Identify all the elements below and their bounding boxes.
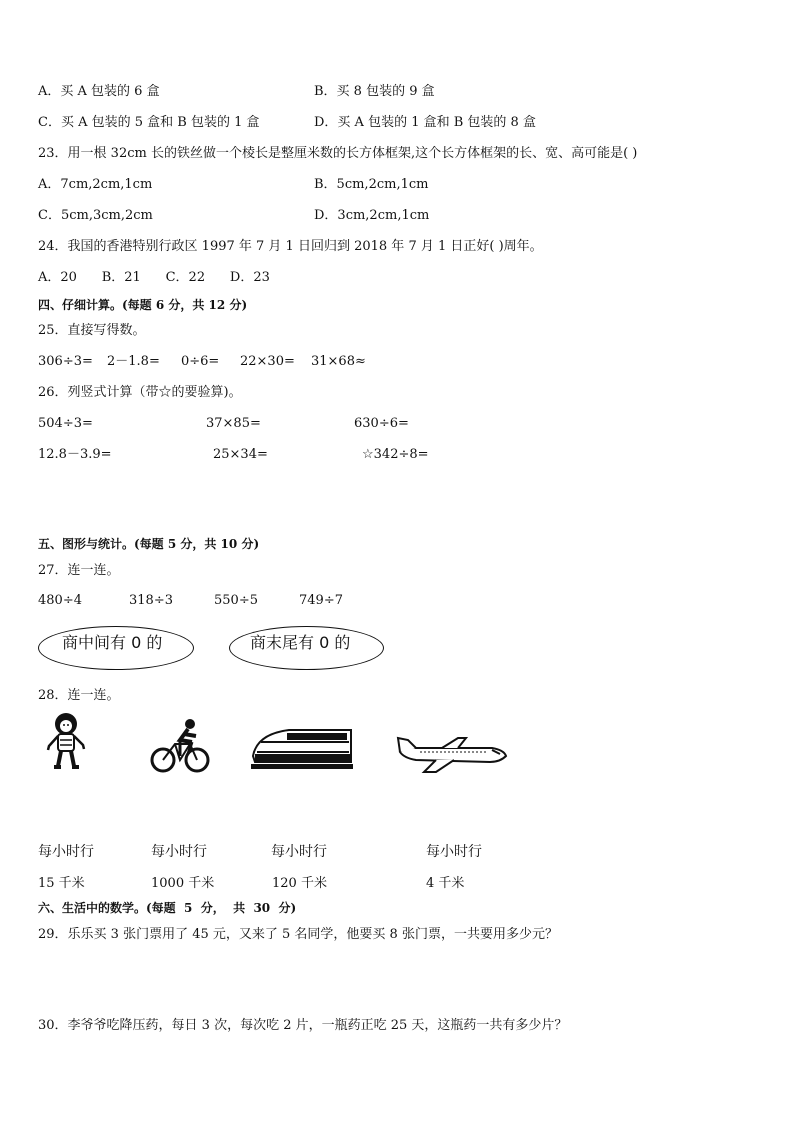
q26-item: 630÷6= — [354, 416, 409, 431]
section-5-title: 五、图形与统计。(每题 5 分，共 10 分) — [38, 537, 260, 551]
speed-value: 120 千米 — [272, 876, 327, 891]
q27-item: 550÷5 — [214, 593, 258, 608]
q23-option-a: A．7cm,2cm,1cm — [38, 177, 153, 192]
speed-label: 每小时行 — [271, 844, 327, 860]
q24-options: A．20 B．21 C．22 D．23 — [38, 270, 270, 285]
q26-item: 37×85= — [206, 416, 261, 431]
q22-option-d: D．买 A 包装的 1 盒和 B 包装的 8 盒 — [314, 115, 536, 130]
q23-option-c: C．5cm,3cm,2cm — [38, 208, 153, 223]
speed-label: 每小时行 — [426, 844, 482, 860]
cyclist-icon — [150, 716, 210, 774]
q26-item: ☆342÷8= — [362, 447, 429, 462]
section-4-title: 四、仔细计算。(每题 6 分，共 12 分) — [38, 298, 248, 312]
q25-item: 31×68≈ — [311, 354, 366, 369]
q23-stem: 23．用一根 32cm 长的铁丝做一个棱长是整厘米数的长方体框架,这个长方体框架的长、宽、高可能是( ) — [38, 146, 638, 161]
q26-item: 504÷3= — [38, 416, 93, 431]
q27-item: 749÷7 — [299, 593, 343, 608]
q26-item: 12.8－3.9= — [38, 447, 112, 462]
speed-label: 每小时行 — [151, 844, 207, 860]
q23-option-d: D．3cm,2cm,1cm — [314, 208, 430, 223]
q25-item: 0÷6= — [181, 354, 220, 369]
q25-item: 22×30= — [240, 354, 295, 369]
speed-label: 每小时行 — [38, 844, 94, 860]
q29-stem: 29．乐乐买 3 张门票用了 45 元，又来了 5 名同学，他要买 8 张门票，一共要用多少元？ — [38, 927, 558, 942]
q30-stem: 30．李爷爷吃降压药，每日 3 次，每次吃 2 片，一瓶药正吃 25 天，这瓶药一共有多少片？ — [38, 1018, 568, 1033]
speed-value: 15 千米 — [38, 876, 85, 891]
q28-stem: 28．连一连。 — [38, 688, 120, 703]
q25-item: 2－1.8= — [107, 354, 160, 369]
q23-option-b: B．5cm,2cm,1cm — [314, 177, 429, 192]
q27-item: 480÷4 — [38, 593, 82, 608]
speed-value: 1000 千米 — [151, 876, 215, 891]
train-icon — [249, 726, 355, 772]
q22-option-b: B．买 8 包装的 9 盒 — [314, 84, 435, 99]
q22-option-a: A．买 A 包装的 6 盒 — [38, 84, 160, 99]
speed-value: 4 千米 — [426, 876, 465, 891]
q25-stem: 25．直接写得数。 — [38, 323, 146, 338]
walking-child-icon — [44, 710, 88, 772]
q26-stem: 26．列竖式计算（带☆的要验算)。 — [38, 385, 242, 400]
q24-stem: 24．我国的香港特别行政区 1997 年 7 月 1 日回归到 2018 年 7 月 1 日正好( )周年。 — [38, 239, 543, 254]
q27-item: 318÷3 — [129, 593, 173, 608]
q25-item: 306÷3= — [38, 354, 93, 369]
q26-item: 25×34= — [213, 447, 268, 462]
oval-middle-zero-label: 商中间有 0 的 — [62, 633, 163, 652]
q22-option-c: C．买 A 包装的 5 盒和 B 包装的 1 盒 — [38, 115, 260, 130]
section-6-title: 六、生活中的数学。(每题 5 分， 共 30 分) — [38, 901, 297, 915]
airplane-icon — [396, 734, 508, 774]
oval-end-zero-label: 商末尾有 0 的 — [250, 633, 351, 652]
q27-stem: 27．连一连。 — [38, 563, 120, 578]
